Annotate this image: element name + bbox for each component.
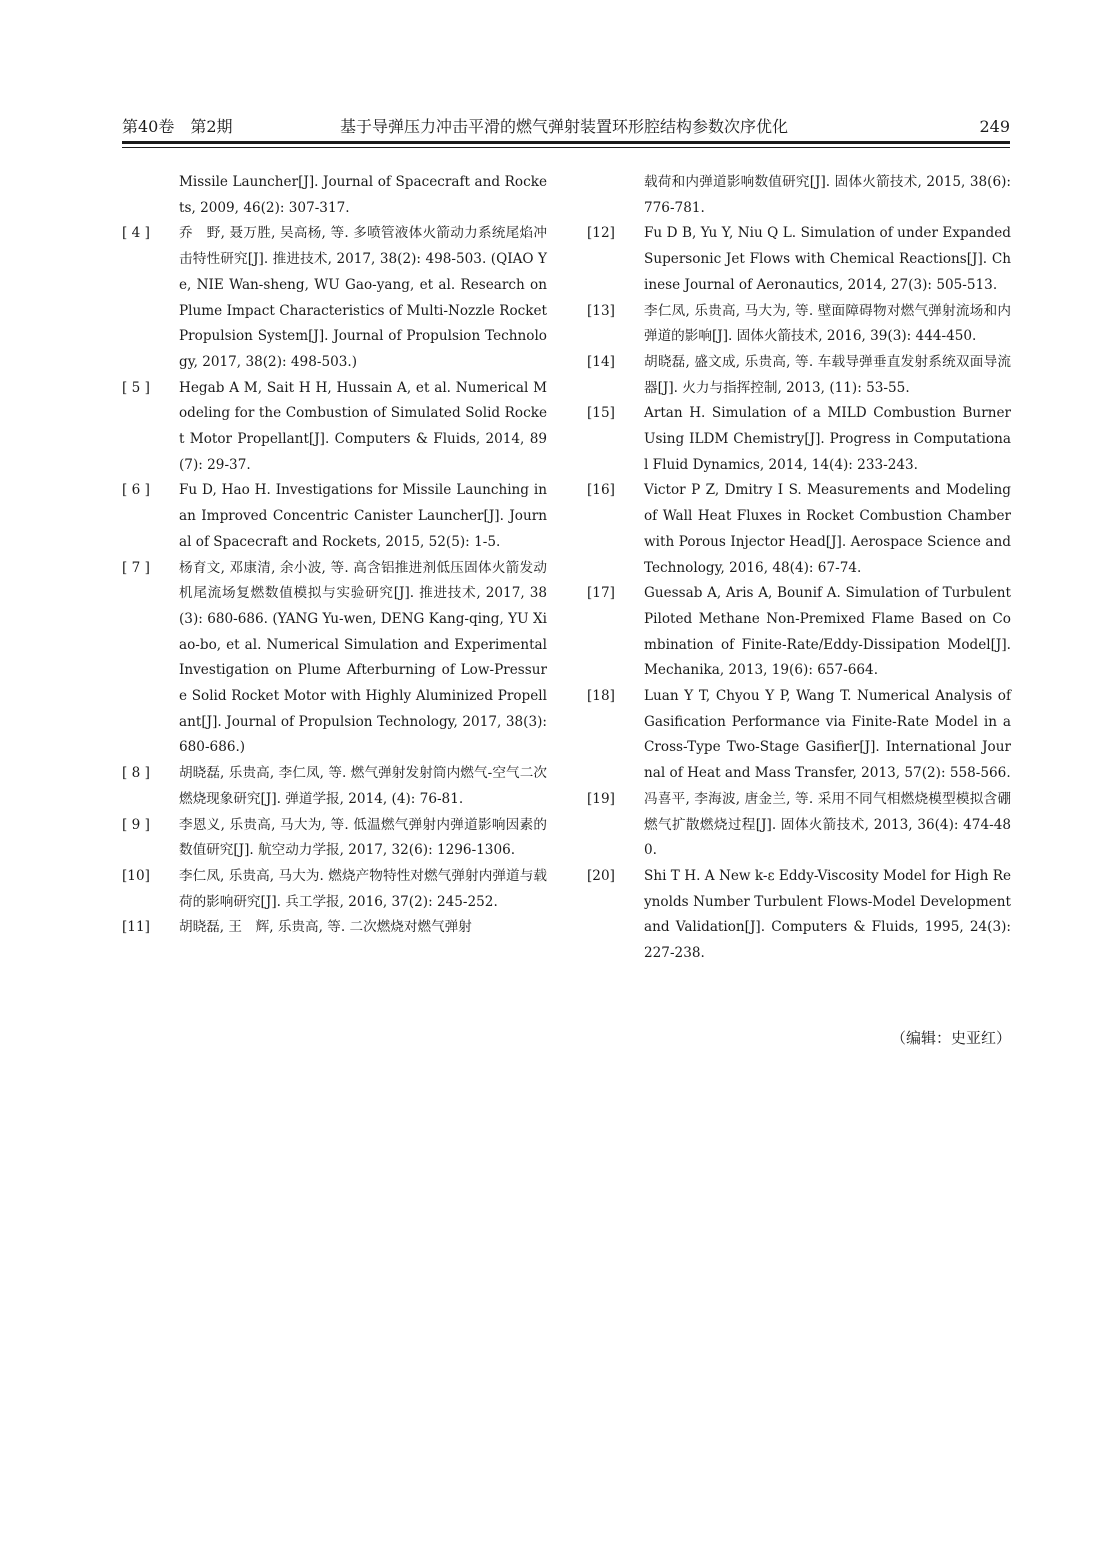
reference-text: 胡晓磊, 盛文成, 乐贵高, 等. 车载导弹垂直发射系统双面导流器[J]. 火力与指挥控制, 2013, (11): 53-55. xyxy=(644,353,1011,396)
reference-number: [ 9 ] xyxy=(122,816,150,833)
reference-text: Luan Y T, Chyou Y P, Wang T. Numerical Analysis of Gasification Performance via Finite-Rate Model in a Cross-Type Two-Stage Gasifier[J]. International Journal of Heat and Mass Transfer, 2013, 57(2): 558-566. xyxy=(644,688,1011,782)
journal-issue: 第40卷 第2期 xyxy=(122,117,233,136)
reference-text: Hegab A M, Sait H H, Hussain A, et al. Numerical Modeling for the Combustion of Simulated Solid Rocket Motor Propellant[J]. Computers & Fluids, 2014, 89(7): 29-37. xyxy=(179,379,547,473)
reference-text: Victor P Z, Dmitry I S. Measurements and Modeling of Wall Heat Fluxes in Rocket Combustion Chamber with Porous Injector Head[J]. Aerospace Science and Technology, 2016, 48(4): 67-74. xyxy=(644,482,1011,576)
reference-number: [ 7 ] xyxy=(122,559,150,576)
reference-item xyxy=(122,915,547,941)
reference-text: 载荷和内弹道影响数值研究[J]. 固体火箭技术, 2015, 38(6): 776-781. xyxy=(644,174,1011,216)
reference-text: 冯喜平, 李海波, 唐金兰, 等. 采用不同气相燃烧模型模拟含硼燃气扩散燃烧过程[J]. 固体火箭技术, 2013, 36(4): 474-480. xyxy=(644,790,1011,859)
reference-item xyxy=(587,581,1011,684)
reference-item xyxy=(587,170,1011,221)
reference-item xyxy=(587,299,1011,350)
reference-number: [16] xyxy=(587,482,615,499)
reference-item xyxy=(122,376,547,479)
reference-number: [17] xyxy=(587,585,615,602)
reference-number: [11] xyxy=(122,919,150,936)
reference-item xyxy=(587,684,1011,787)
reference-number: [14] xyxy=(587,353,615,370)
reference-number: [ 5 ] xyxy=(122,379,150,396)
reference-text: 李仁凤, 乐贵高, 马大为, 等. 壁面障碍物对燃气弹射流场和内弹道的影响[J]. 固体火箭技术, 2016, 39(3): 444-450. xyxy=(644,302,1011,345)
header-rule-thick xyxy=(122,141,1010,144)
reference-column-left xyxy=(122,170,547,941)
running-title: 基于导弹压力冲击平滑的燃气弹射装置环形腔结构参数次序优化 xyxy=(340,117,789,136)
reference-text: 乔 野, 聂万胜, 吴高杨, 等. 多喷管液体火箭动力系统尾焰冲击特性研究[J]. 推进技术, 2017, 38(2): 498-503. (QIAO Ye, NIE Wan-sheng, WU Gao-yang, et al. Research on Plume Impact Characteristics of Multi-Nozzle Rocket Propulsion System[J]. Journal of Propulsion Technology, 2017, 38(2): 498-503.) xyxy=(179,225,547,370)
reference-item xyxy=(587,478,1011,581)
reference-text: Shi T H. A New k-ε Eddy-Viscosity Model for High Reynolds Number Turbulent Flows-Model Development and Validation[J]. Computers & Fluids, 1995, 24(3): 227-238. xyxy=(644,867,1011,962)
reference-item xyxy=(122,221,547,375)
reference-text: Fu D B, Yu Y, Niu Q L. Simulation of under Expanded Supersonic Jet Flows with Chemical Reactions[J]. Chinese Journal of Aeronautics, 2014, 27(3): 505-513. xyxy=(644,225,1011,293)
reference-item xyxy=(587,350,1011,401)
reference-text: Fu D, Hao H. Investigations for Missile Launching in an Improved Concentric Canister Launcher[J]. Journal of Spacecraft and Rockets, 2015, 52(5): 1-5. xyxy=(179,482,547,550)
reference-item xyxy=(122,813,547,864)
reference-item xyxy=(122,556,547,762)
reference-text: 李仁凤, 乐贵高, 马大为. 燃烧产物特性对燃气弹射内弹道与载荷的影响研究[J]. 兵工学报, 2016, 37(2): 245-252. xyxy=(179,867,547,910)
reference-text: Missile Launcher[J]. Journal of Spacecraft and Rockets, 2009, 46(2): 307-317. xyxy=(179,174,547,216)
reference-number: [18] xyxy=(587,688,615,705)
reference-text: 李恩义, 乐贵高, 马大为, 等. 低温燃气弹射内弹道影响因素的数值研究[J]. 航空动力学报, 2017, 32(6): 1296-1306. xyxy=(179,816,547,859)
reference-text: 胡晓磊, 王 辉, 乐贵高, 等. 二次燃烧对燃气弹射 xyxy=(179,919,472,936)
reference-number: [20] xyxy=(587,867,615,884)
reference-number: [ 4 ] xyxy=(122,225,150,242)
reference-text: Guessab A, Aris A, Bounif A. Simulation of Turbulent Piloted Methane Non-Premixed Flame Based on Combination of Finite-Rate/Eddy-Dissipation Model[J]. Mechanika, 2013, 19(6): 657-664. xyxy=(644,585,1011,679)
reference-number: [19] xyxy=(587,790,615,807)
editor-note: （编辑：史亚红） xyxy=(890,1029,1011,1047)
reference-number: [ 6 ] xyxy=(122,482,150,499)
reference-column-right xyxy=(587,170,1011,967)
reference-item xyxy=(587,787,1011,864)
header-rule-thin xyxy=(122,147,1010,148)
reference-text: 胡晓磊, 乐贵高, 李仁凤, 等. 燃气弹射发射筒内燃气-空气二次燃烧现象研究[J]. 弹道学报, 2014, (4): 76-81. xyxy=(179,765,547,807)
reference-text: Artan H. Simulation of a MILD Combustion Burner Using ILDM Chemistry[J]. Progress in Computational Fluid Dynamics, 2014, 14(4): 233-243. xyxy=(644,405,1011,473)
reference-number: [10] xyxy=(122,867,150,884)
reference-item xyxy=(587,221,1011,298)
reference-number: [12] xyxy=(587,225,615,242)
reference-number: [15] xyxy=(587,405,615,422)
running-header xyxy=(122,114,1010,144)
reference-number: [13] xyxy=(587,302,615,319)
reference-number: [ 8 ] xyxy=(122,765,150,782)
reference-item xyxy=(122,170,547,221)
reference-item xyxy=(122,478,547,555)
reference-item xyxy=(122,864,547,915)
reference-item xyxy=(122,761,547,812)
reference-text: 杨育文, 邓康清, 余小波, 等. 高含铝推进剂低压固体火箭发动机尾流场复燃数值模拟与实验研究[J]. 推进技术, 2017, 38(3): 680-686. (YANG Yu-wen, DENG Kang-qing, YU Xiao-bo, et al. Numerical Simulation and Experimental Investigation on Plume Afterburning of Low-Pressure Solid Rocket Motor with Highly Aluminized Propellant[J]. Journal of Propulsion Technology, 2017, 38(3): 680-686.) xyxy=(179,559,547,756)
page-number: 249 xyxy=(979,117,1010,136)
reference-item xyxy=(587,864,1011,967)
reference-item xyxy=(587,401,1011,478)
